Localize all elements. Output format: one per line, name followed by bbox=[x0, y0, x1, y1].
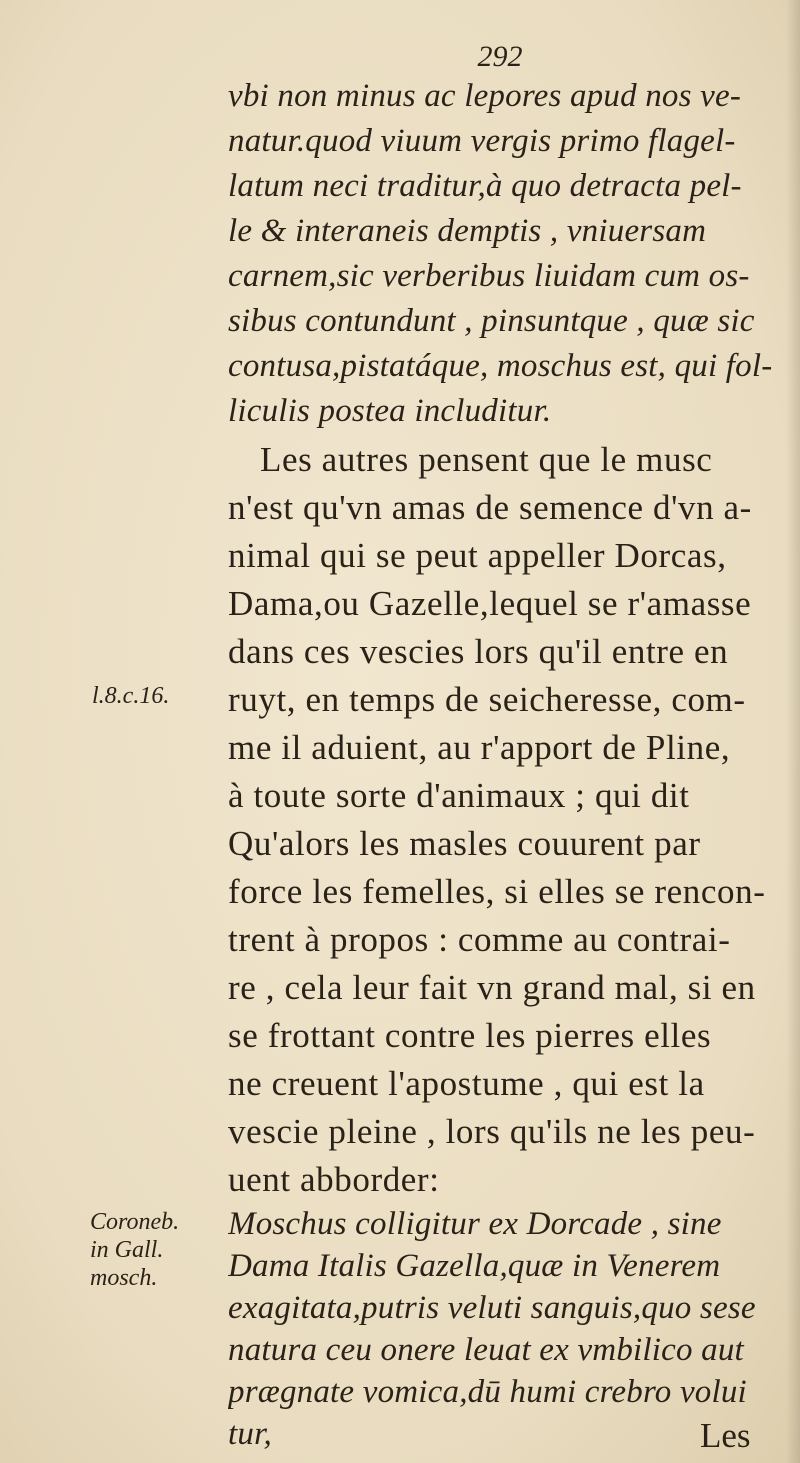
marginal-note bbox=[90, 1208, 179, 1292]
text-line: vescie pleine , lors qu'ils ne les peu- bbox=[228, 1112, 756, 1151]
text-line: le & interaneis demptis , vniuersam bbox=[228, 213, 707, 249]
text-line: re , cela leur fait vn grand mal, si en bbox=[228, 968, 756, 1007]
text-line: trent à propos : comme au contrai- bbox=[228, 920, 731, 959]
text-line: dans ces vescies lors qu'il entre en bbox=[228, 632, 729, 671]
text-line: liculis postea includitur. bbox=[228, 393, 552, 429]
text-line: Dama Italis Gazella,quæ in Venerem bbox=[228, 1248, 721, 1284]
marginal-note-line: in Gall. bbox=[90, 1237, 164, 1263]
marginal-note bbox=[92, 682, 169, 710]
text-line: Qu'alors les masles couurent par bbox=[228, 824, 701, 863]
text-line: natura ceu onere leuat ex vmbilico aut bbox=[228, 1332, 744, 1368]
text-line: se frottant contre les pierres elles bbox=[228, 1016, 712, 1055]
text-line: carnem,sic verberibus liuidam cum os- bbox=[228, 258, 750, 294]
text-line: tur, bbox=[228, 1416, 272, 1452]
text-line: force les femelles, si elles se rencon- bbox=[228, 872, 766, 911]
marginal-note-line: mosch. bbox=[90, 1265, 158, 1291]
text-line: vbi non minus ac lepores apud nos ve- bbox=[228, 78, 742, 114]
text-line: Les autres pensent que le musc bbox=[260, 440, 713, 479]
text-line: Dama,ou Gazelle,lequel se r'amasse bbox=[228, 584, 752, 623]
text-line: uent abborder: bbox=[228, 1160, 440, 1199]
text-line: Moschus colligitur ex Dorcade , sine bbox=[228, 1206, 722, 1242]
text-line: nimal qui se peut appeller Dorcas, bbox=[228, 536, 727, 575]
page-number: 292 bbox=[477, 40, 523, 73]
text-line: exagitata,putris veluti sanguis,quo sese bbox=[228, 1290, 756, 1326]
text-line: ne creuent l'apostume , qui est la bbox=[228, 1064, 705, 1103]
text-line: contusa,pistatáque, moschus est, qui fol- bbox=[228, 348, 773, 384]
catchword: Les bbox=[700, 1416, 751, 1455]
marginal-note-line: l.8.c.16. bbox=[92, 683, 170, 709]
marginal-note-line: Coroneb. bbox=[90, 1209, 180, 1235]
text-line: prægnate vomica,dū humi crebro volui bbox=[228, 1374, 747, 1410]
text-line: n'est qu'vn amas de semence d'vn a- bbox=[228, 488, 752, 527]
text-line: me il aduient, au r'apport de Pline, bbox=[228, 728, 731, 767]
text-line: natur.quod viuum vergis primo flagel- bbox=[228, 123, 736, 159]
text-line: sibus contundunt , pinsuntque , quæ sic bbox=[228, 303, 755, 339]
text-line: ruyt, en temps de seicheresse, com- bbox=[228, 680, 746, 719]
text-line: à toute sorte d'animaux ; qui dit bbox=[228, 776, 690, 815]
text-line: latum neci traditur,à quo detracta pel- bbox=[228, 168, 742, 204]
